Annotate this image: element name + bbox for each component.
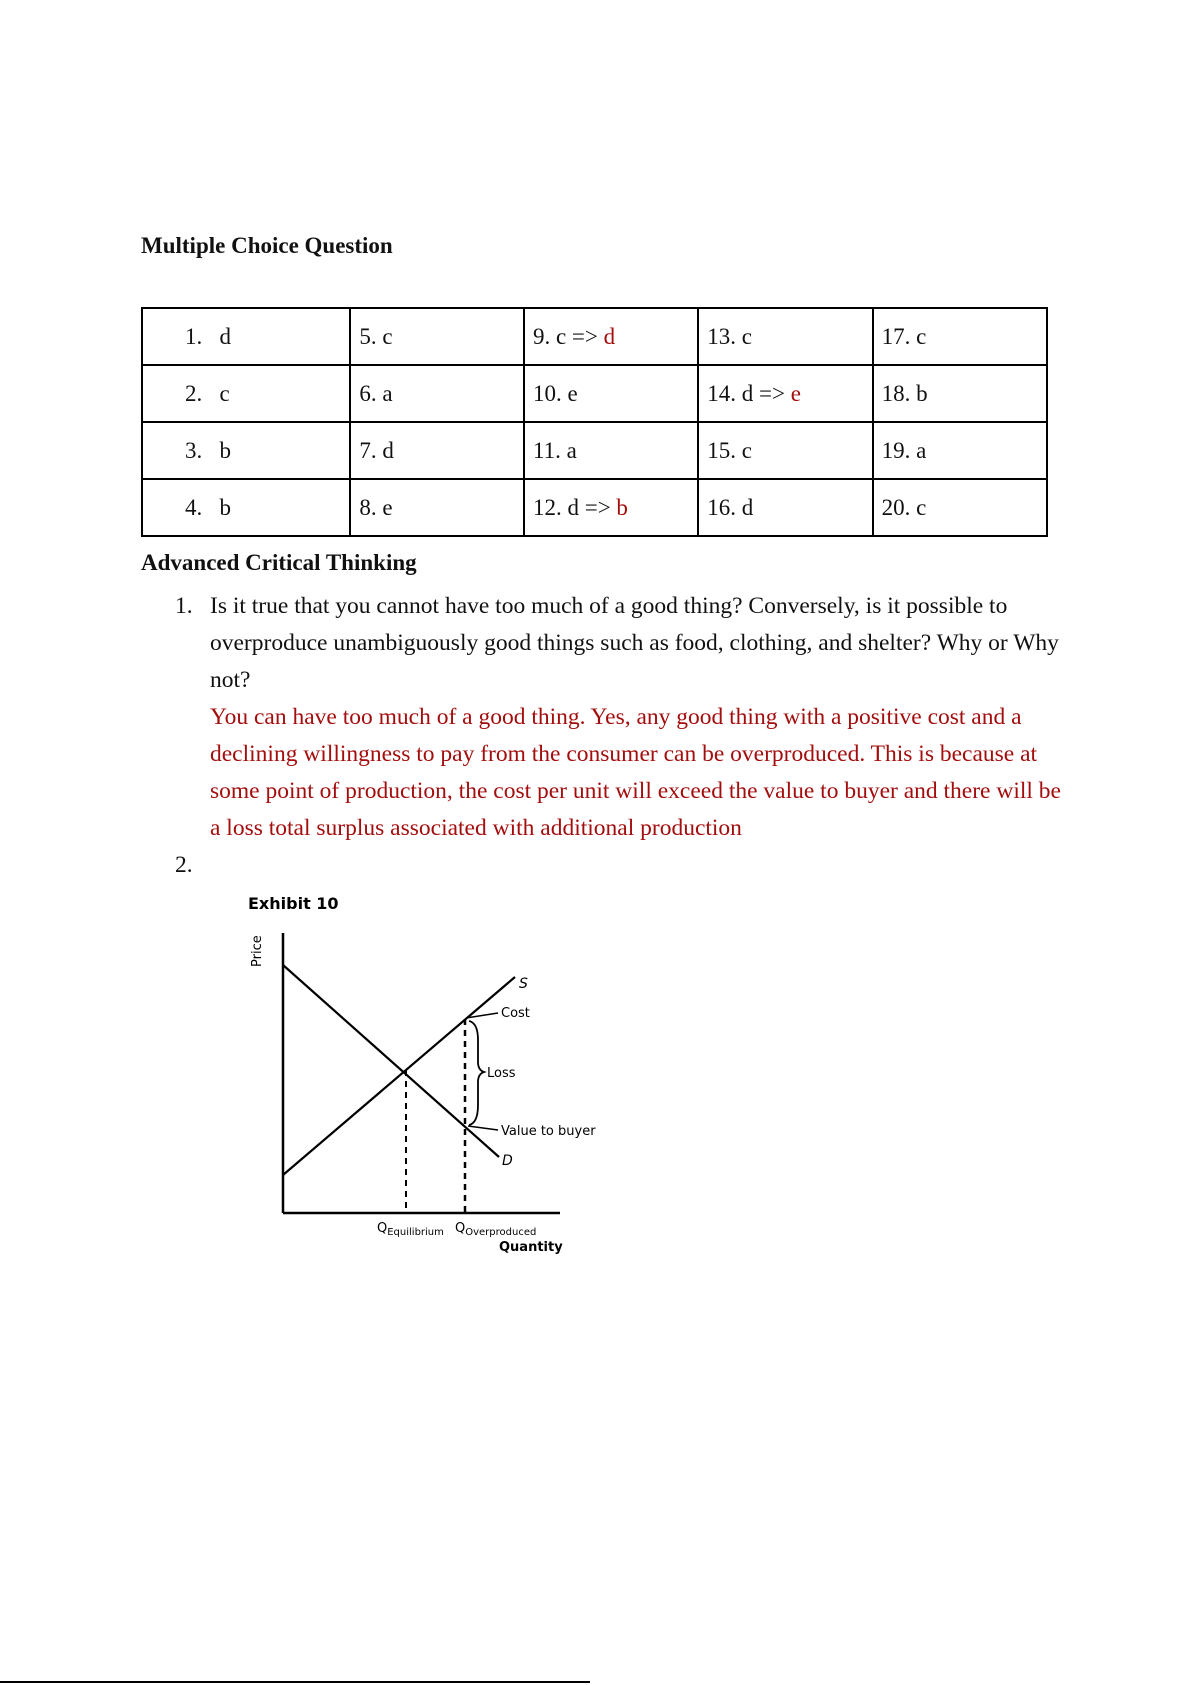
- question-number: 13.: [707, 323, 737, 349]
- y-axis-label: Price: [250, 935, 265, 967]
- answer-choice: a: [916, 437, 927, 463]
- question-number: 9.: [532, 323, 551, 349]
- demand-label: D: [502, 1153, 513, 1169]
- demand-curve: [283, 965, 499, 1157]
- exhibit-title: Exhibit 10: [248, 895, 339, 913]
- question-number: 15.: [707, 437, 737, 463]
- answer-choice: d: [382, 437, 394, 463]
- answer-cell: [350, 479, 524, 536]
- question-number: 5.: [359, 323, 377, 349]
- answer-cell: [524, 422, 698, 479]
- answer-choice: c: [219, 380, 230, 406]
- answer-text: You can have too much of a good thing. Yes, any good thing with a positive cost and a declining willingness to pay from the consumer can be overproduced. This is because at some point of production, the cost per unit will exceed the value to buyer and there will be a loss total surplus associated with additional production: [210, 704, 1061, 841]
- question-number: 18.: [881, 380, 911, 406]
- answer-choice: d: [219, 323, 231, 349]
- answer-cell: [350, 422, 524, 479]
- question-number: 4.: [185, 494, 203, 520]
- question-number: 12.: [532, 494, 562, 520]
- multiple-choice-heading: Multiple Choice Question: [141, 233, 393, 258]
- answer-choice: d: [741, 494, 754, 520]
- answer-choice: c: [916, 323, 927, 349]
- answer-choice: c: [741, 437, 753, 463]
- answer-row: [142, 365, 1047, 422]
- answer-cell: [873, 308, 1047, 365]
- question-number: 16.: [707, 494, 737, 520]
- answer-cell: [698, 365, 872, 422]
- answer-row: [142, 479, 1047, 536]
- answer-choice: c: [741, 323, 753, 349]
- corrected-answer: b: [616, 494, 628, 520]
- question-number: 2.: [185, 380, 203, 406]
- loss-label: Loss: [487, 1066, 516, 1081]
- question-text: Is it true that you cannot have too much of a good thing? Conversely, is it possible to overproduce unambiguously good things such as food, clothing, and shelter? Why or Why not?: [210, 593, 1059, 693]
- question-number: 14.: [707, 380, 737, 406]
- question-number: 20.: [881, 494, 911, 520]
- question-number: 1.: [175, 593, 193, 619]
- value-to-buyer-label: Value to buyer: [501, 1124, 596, 1139]
- answer-choice: b: [219, 437, 231, 463]
- q-equilibrium-label: $Q_{Equilibrium}$: [377, 1221, 444, 1238]
- answer-choice: c =>: [555, 323, 598, 349]
- question-number: 1.: [185, 323, 203, 349]
- answer-cell: [698, 422, 872, 479]
- value-leader-line: [468, 1126, 498, 1130]
- question-1: [175, 588, 1075, 847]
- answer-choice: d =>: [567, 494, 611, 520]
- answer-cell: [350, 365, 524, 422]
- answer-cell: [350, 308, 524, 365]
- question-number: 6.: [359, 380, 377, 406]
- x-axis-label: Quantity: [499, 1240, 563, 1255]
- question-number: 8.: [359, 494, 377, 520]
- answer-cell: [873, 422, 1047, 479]
- answer-choice: c: [382, 323, 393, 349]
- answer-row: [142, 422, 1047, 479]
- answer-cell: [142, 422, 350, 479]
- answer-cell: [142, 308, 350, 365]
- question-2-number: 2.: [175, 852, 193, 878]
- answer-choice: b: [916, 380, 928, 406]
- question-number: 10.: [532, 380, 562, 406]
- question-number: 3.: [185, 437, 203, 463]
- supply-label: S: [519, 976, 528, 992]
- question-number: 11.: [532, 437, 561, 463]
- corrected-answer: e: [790, 380, 801, 406]
- exhibit-10-diagram: [240, 895, 640, 1265]
- answer-cell: [698, 479, 872, 536]
- answer-choice: a: [382, 380, 393, 406]
- answer-table: [141, 307, 1048, 537]
- footer-divider: [0, 1681, 590, 1683]
- answer-choice: d =>: [741, 380, 785, 406]
- advanced-critical-thinking-heading: Advanced Critical Thinking: [141, 550, 417, 575]
- question-number: 17.: [881, 323, 911, 349]
- answer-choice: c: [916, 494, 927, 520]
- answer-cell: [142, 479, 350, 536]
- answer-choice: b: [219, 494, 231, 520]
- q-overproduced-label: $Q_{Overproduced}$: [455, 1221, 537, 1238]
- answer-cell: [524, 479, 698, 536]
- answer-cell: [698, 308, 872, 365]
- cost-label: Cost: [501, 1006, 530, 1021]
- loss-brace: [469, 1021, 484, 1125]
- question-number: 19.: [881, 437, 911, 463]
- answer-cell: [873, 365, 1047, 422]
- corrected-answer: d: [603, 323, 616, 349]
- answer-choice: a: [566, 437, 577, 463]
- answer-choice: e: [382, 494, 393, 520]
- answer-choice: e: [567, 380, 578, 406]
- answer-cell: [873, 479, 1047, 536]
- answer-cell: [524, 308, 698, 365]
- answer-row: [142, 308, 1047, 365]
- answer-cell: [142, 365, 350, 422]
- question-number: 7.: [359, 437, 377, 463]
- answer-cell: [524, 365, 698, 422]
